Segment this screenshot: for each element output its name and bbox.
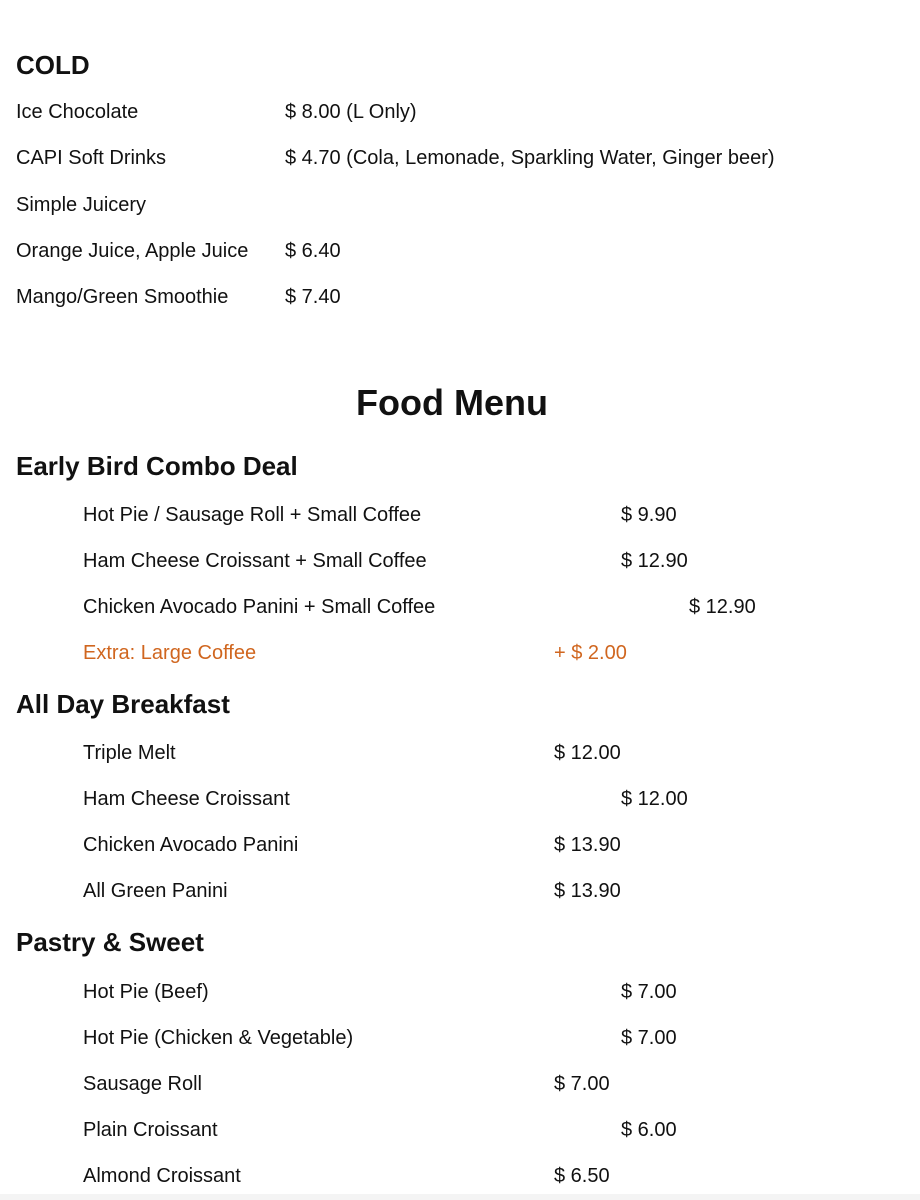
cold-item-price: $ 6.40 [285,240,341,262]
cold-item-name: Ice Chocolate [16,101,139,123]
menu-item-price: $ 9.90 [621,504,677,526]
cold-item-price: $ 4.70 (Cola, Lemonade, Sparkling Water, Ginger beer) [285,147,775,169]
menu-item-price: $ 7.00 [621,1027,677,1049]
cold-item-name: Orange Juice, Apple Juice [16,240,249,262]
page-title: Food Menu [356,382,548,423]
menu-item-price: $ 6.00 [621,1119,677,1141]
menu-item-name: Hot Pie (Chicken & Vegetable) [83,1027,354,1049]
menu-item-name: Chicken Avocado Panini + Small Coffee [83,596,436,618]
menu-item-name: Hot Pie (Beef) [83,981,209,1003]
cold-item-name: Mango/Green Smoothie [16,286,229,308]
menu-item-price: $ 13.90 [554,834,621,856]
menu-item-name: Ham Cheese Croissant [83,788,290,810]
menu-item-name: Ham Cheese Croissant + Small Coffee [83,550,427,572]
section-heading: Early Bird Combo Deal [16,451,298,481]
menu-item-price: $ 13.90 [554,880,621,902]
menu-item-name: All Green Panini [83,880,228,902]
menu-item-price: $ 12.00 [621,788,688,810]
menu-item-name: Triple Melt [83,742,176,764]
cold-item-name: CAPI Soft Drinks [16,147,167,169]
extra-item-name: Extra: Large Coffee [83,642,257,664]
menu-item-price: $ 12.90 [621,550,688,572]
extra-item-price: + $ 2.00 [554,642,627,664]
menu-item-price: $ 7.00 [621,981,677,1003]
cold-item-price: $ 7.40 [285,286,341,308]
cold-item-name: Simple Juicery [16,194,147,216]
menu-item-name: Plain Croissant [83,1119,218,1141]
section-heading: All Day Breakfast [16,689,230,719]
menu-item-name: Hot Pie / Sausage Roll + Small Coffee [83,504,422,526]
menu-item-price: $ 12.00 [554,742,621,764]
menu-item-name: Almond Croissant [83,1165,241,1187]
menu-item-price: $ 7.00 [554,1073,610,1095]
section-heading: Pastry & Sweet [16,927,204,957]
menu-item-price: $ 6.50 [554,1165,610,1187]
menu-item-name: Sausage Roll [83,1073,202,1095]
menu-item-name: Chicken Avocado Panini [83,834,299,856]
menu-item-price: $ 12.90 [689,596,756,618]
cold-item-price: $ 8.00 (L Only) [285,101,417,123]
cold-heading: COLD [16,50,90,80]
page-bottom-edge [0,1194,920,1200]
